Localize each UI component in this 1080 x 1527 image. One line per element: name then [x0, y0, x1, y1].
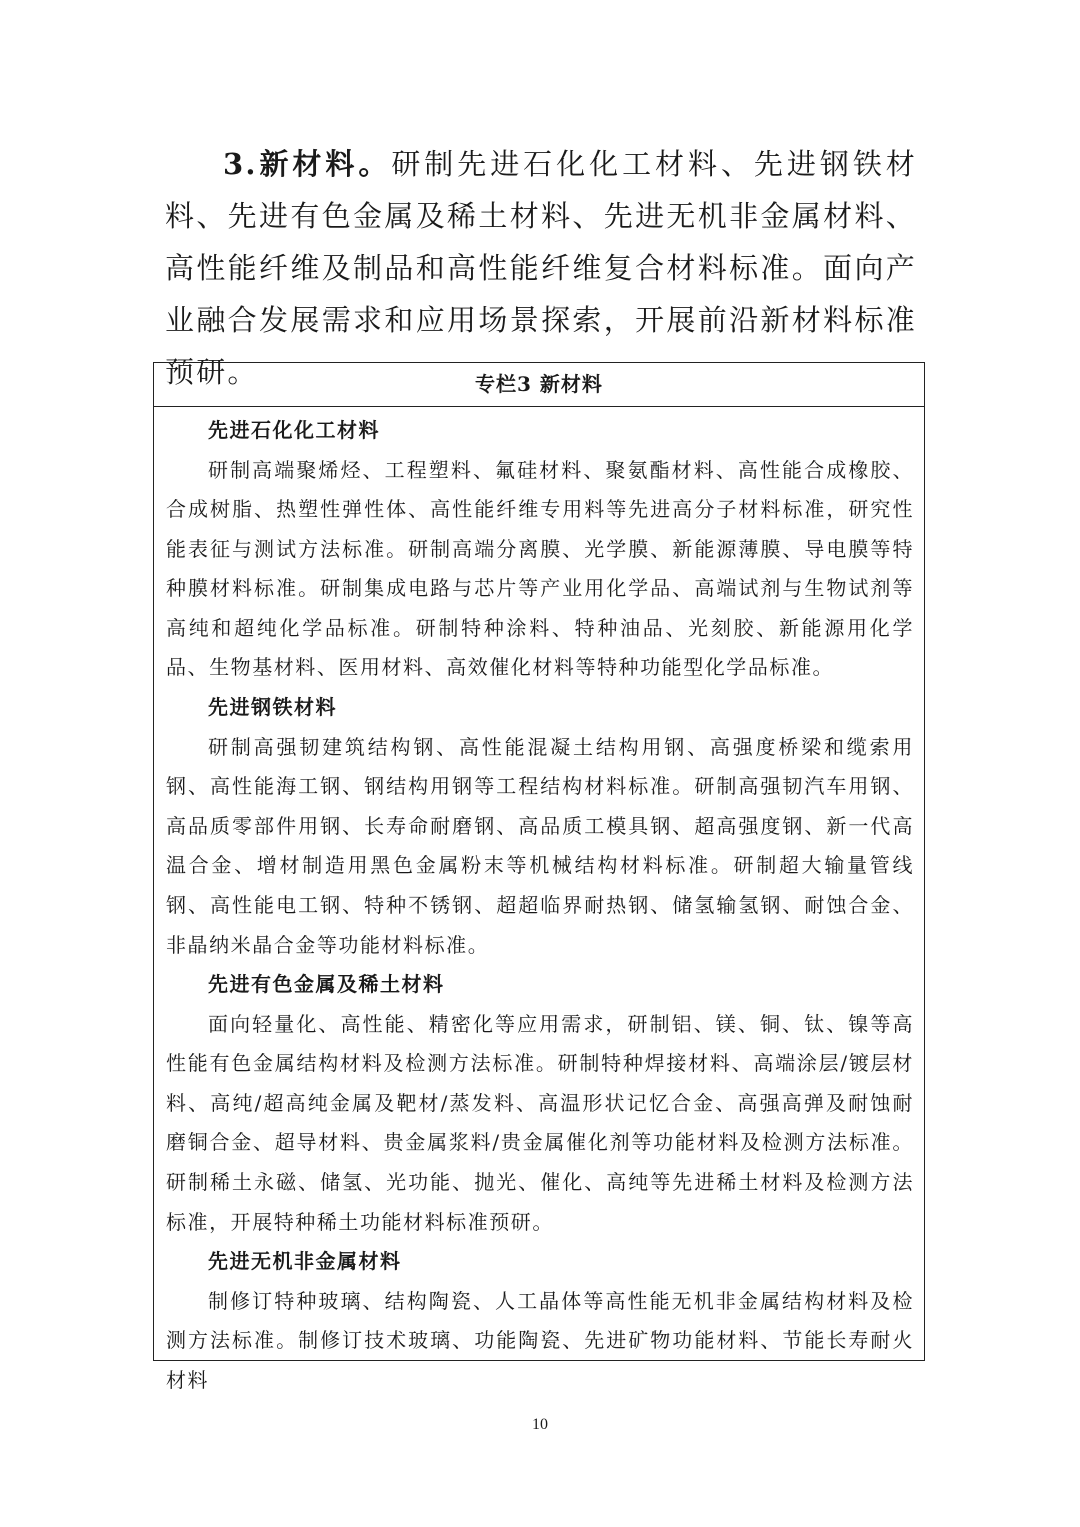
section-heading-petrochemical: 先进石化化工材料 — [208, 418, 380, 442]
column-box — [153, 362, 925, 1392]
intro-text: 研制先进石化化工材料、先进钢铁材料、先进有色金属及稀土材料、先进无机非金属材料、高性能纤维及制品和高性能纤维复合材料标准。面向产业融合发展需求和应用场景探索，开展前沿新材料标准预研。 — [165, 147, 917, 389]
section-heading-nonferrous: 先进有色金属及稀土材料 — [208, 972, 445, 997]
section-body-nonferrous: 面向轻量化、高性能、精密化等应用需求，研制铝、镁、铜、钛、镍等高性能有色金属结构材料及检测方法标准。研制特种焊接材料、高端涂层/镀层材料、高纯/超高纯金属及靶材/蒸发料、高温形状记忆合金、高强高弹及耐蚀耐磨铜合金、超导材料、贵金属浆料/贵金属催化剂等功能材料及检测方法标准。研制稀土永磁、储氢、光功能、抛光、催化、高纯等先进稀土材料及检测方法标准，开展特种稀土功能材料标准预研。 — [166, 1011, 914, 1234]
section-body-petrochemical: 研制高端聚烯烃、工程塑料、氟硅材料、聚氨酯材料、高性能合成橡胶、合成树脂、热塑性弹性体、高性能纤维专用料等先进高分子材料标准，研究性能表征与测试方法标准。研制高端分离膜、光学膜、新能源薄膜、导电膜等特种膜材料标准。研制集成电路与芯片等产业用化学品、高端试剂与生物试剂等高纯和超纯化学品标准。研制特种涂料、特种油品、光刻胶、新能源用化学品、生物基材料、医用材料、高效催化材料等特种功能型化学品标准。 — [166, 457, 914, 680]
section-heading-steel: 先进钢铁材料 — [208, 695, 337, 720]
section-heading-inorganic: 先进无机非金属材料 — [208, 1249, 402, 1274]
column-title: 专栏3 新材料 — [154, 363, 924, 407]
column-body — [154, 407, 924, 1400]
section-body-inorganic: 制修订特种玻璃、结构陶瓷、人工晶体等高性能无机非金属结构材料及检测方法标准。制修订技术玻璃、功能陶瓷、先进矿物功能材料、节能长寿耐火材料 — [166, 1288, 914, 1392]
section-body-steel: 研制高强韧建筑结构钢、高性能混凝土结构用钢、高强度桥梁和缆索用钢、高性能海工钢、钢结构用钢等工程结构材料标准。研制高强韧汽车用钢、高品质零部件用钢、长寿命耐磨钢、高品质工模具钢、超高强度钢、新一代高温合金、增材制造用黑色金属粉末等机械结构材料标准。研制超大输量管线钢、高性能电工钢、特种不锈钢、超超临界耐热钢、储氢输氢钢、耐蚀合金、非晶纳米晶合金等功能材料标准。 — [166, 734, 914, 957]
intro-lead: 3.新材料。 — [223, 147, 392, 181]
intro-paragraph — [165, 138, 917, 398]
page-number: 10 — [532, 1416, 548, 1433]
